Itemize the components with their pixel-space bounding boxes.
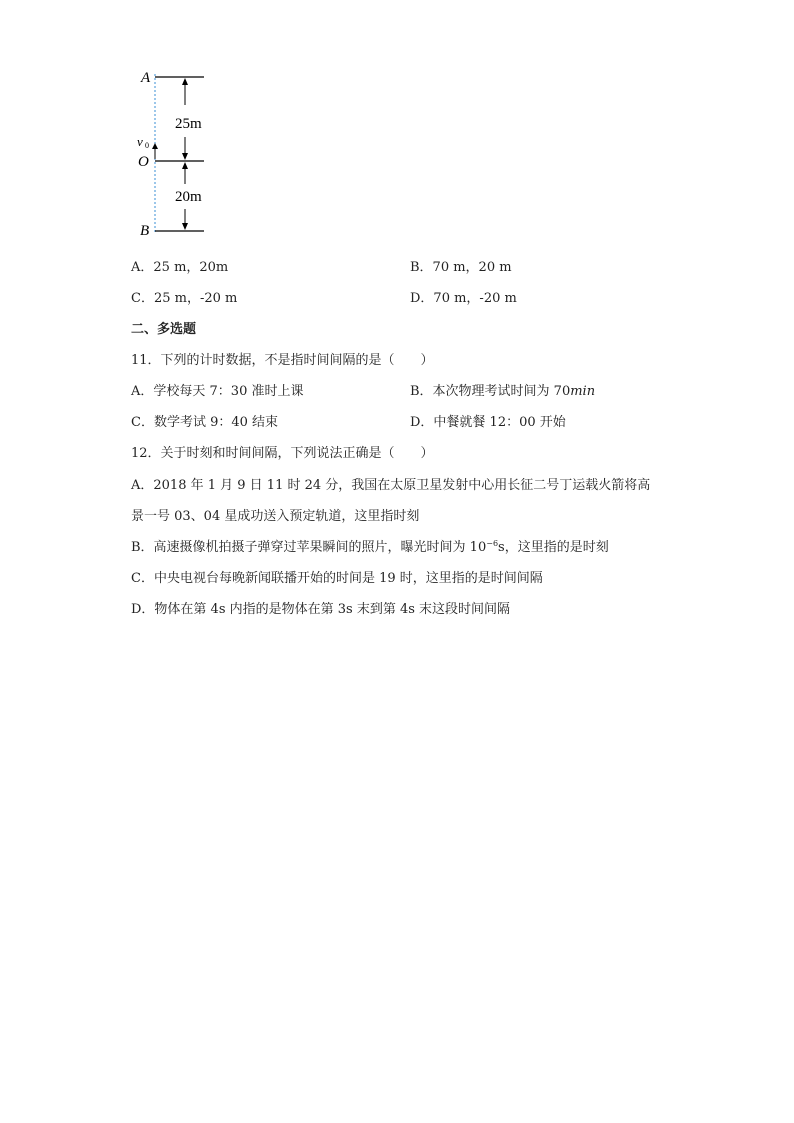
- q10-option-c: C．25 m，-20 m: [131, 291, 238, 306]
- q11-option-a: A．学校每天 7：30 准时上课: [131, 384, 304, 399]
- label-v-sub: 0: [145, 141, 149, 150]
- label-a: A: [141, 70, 151, 86]
- q12-option-b-text: B．高速摄像机拍摄子弹穿过苹果瞬间的照片，曝光时间为 10: [131, 540, 487, 555]
- q12-option-b-exponent: −6: [486, 539, 499, 548]
- label-v: v: [137, 134, 143, 149]
- v0-arrowhead: [152, 143, 158, 149]
- q12-option-b: [131, 536, 609, 555]
- q12-option-a-line2: 景一号 03、04 星成功送入预定轨道，这里指时刻: [131, 509, 420, 524]
- q12-option-b-text-end: s，这里指的是时刻: [498, 540, 609, 555]
- q11-stem: 11．下列的计时数据，不是指时间间隔的是（ ）: [131, 353, 434, 368]
- q12-option-c: C．中央电视台每晚新闻联播开始的时间是 19 时，这里指的是时间间隔: [131, 571, 543, 586]
- q11-option-b-text: B．本次物理考试时间为 70: [410, 384, 571, 399]
- q12-stem: 12．关于时刻和时间间隔，下列说法正确是（ ）: [131, 446, 434, 461]
- q11-option-d: D．中餐就餐 12：00 开始: [410, 415, 566, 430]
- q11-option-b: [410, 380, 595, 399]
- q10-option-b: B．70 m，20 m: [410, 260, 512, 275]
- label-o: O: [138, 154, 149, 170]
- q11-option-b-unit: min: [570, 384, 596, 399]
- top-dimension-down-head: [182, 153, 188, 160]
- bottom-dimension-down-head: [182, 223, 188, 230]
- q12-option-a-line1: A．2018 年 1 月 9 日 11 时 24 分，我国在太原卫星发射中心用长征二号丁运载火箭将高: [131, 478, 651, 493]
- section-title: 二、多选题: [131, 322, 197, 337]
- q12-option-d: D．物体在第 4s 内指的是物体在第 3s 末到第 4s 末这段时间间隔: [131, 602, 511, 617]
- q10-option-d: D．70 m，-20 m: [410, 291, 517, 306]
- q10-option-a: A．25 m，20m: [131, 260, 229, 275]
- q11-option-c: C．数学考试 9：40 结束: [131, 415, 279, 430]
- bottom-dimension-up-head: [182, 162, 188, 169]
- top-dimension-up-head: [182, 78, 188, 85]
- motion-diagram: [130, 66, 230, 241]
- label-20m: 20m: [175, 189, 202, 205]
- label-b: B: [140, 223, 150, 239]
- label-25m: 25m: [175, 116, 202, 132]
